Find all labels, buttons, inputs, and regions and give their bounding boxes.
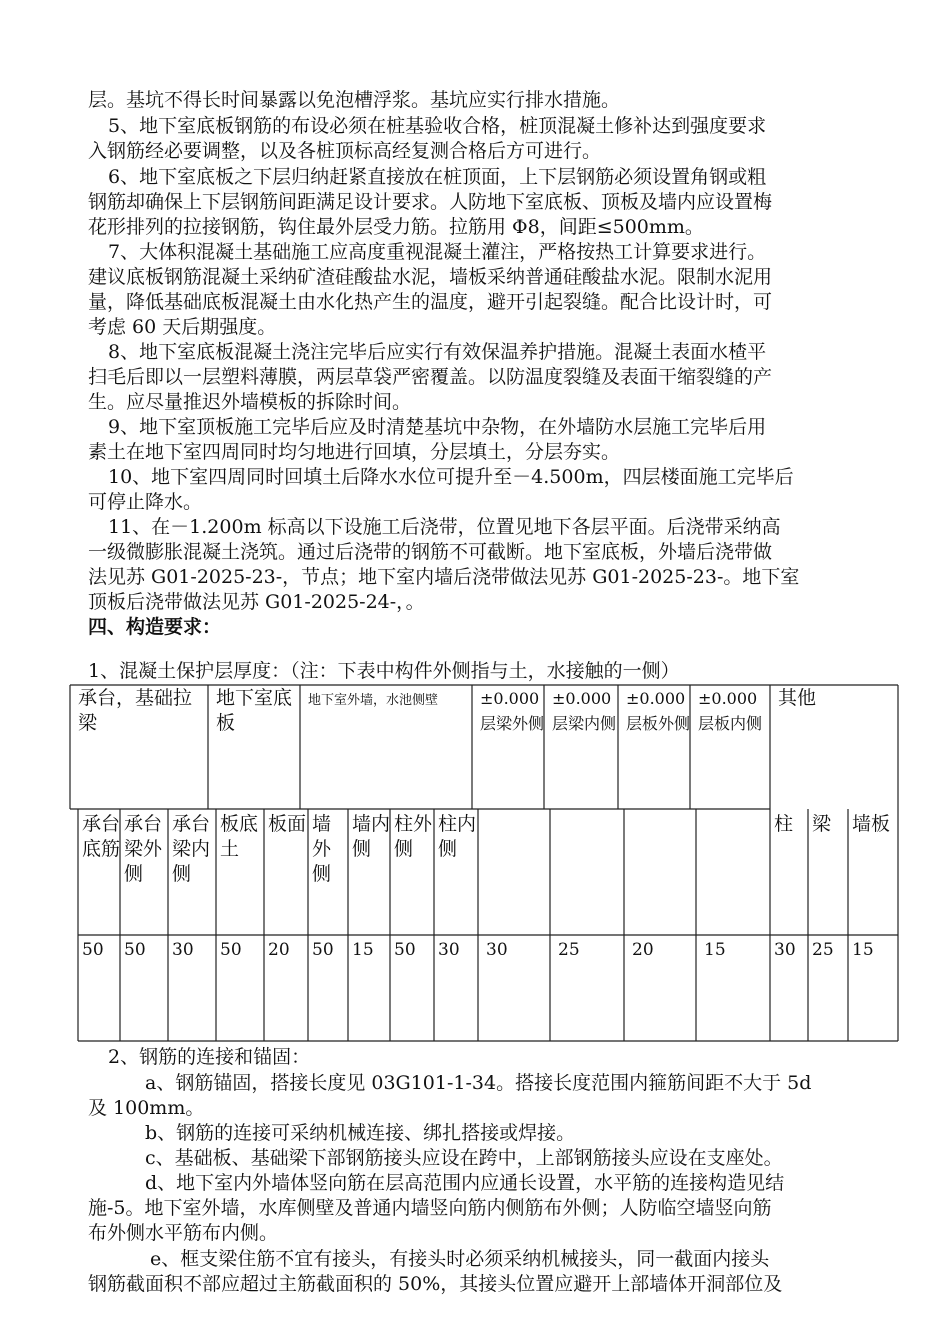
value-cell: 25 [558, 940, 580, 960]
value-cell: 50 [124, 940, 146, 960]
value-cell: 50 [394, 940, 416, 960]
text-line: 钢筋却确保上下层钢筋间距满足设计要求。人防地下室底板、顶板及墙内应设置梅 [88, 191, 773, 213]
text-line: 考虑 60 天后期强度。 [88, 316, 277, 338]
text-line: 9、地下室顶板施工完毕后应及时清楚基坑中杂物，在外墙防水层施工完毕后用 [108, 416, 767, 438]
subheader-cell: 柱 [774, 813, 794, 835]
subheader-cell: 柱外侧 [394, 813, 433, 860]
value-cell: 30 [486, 940, 508, 960]
value-cell: 20 [268, 940, 290, 960]
header-cell: ±0.000层板外侧 [626, 689, 691, 733]
header-cell: 承台，基础拉梁 [78, 687, 193, 734]
text-line: 建议底板钢筋混凝土采纳矿渣硅酸盐水泥，墙板采纳普通硅酸盐水泥。限制水泥用 [88, 266, 773, 288]
text-line: 2、钢筋的连接和锚固： [108, 1046, 311, 1068]
subheader-cell: 承台底筋 [82, 813, 121, 860]
header-cell: 地下室底板 [216, 687, 293, 734]
text-line: 层。基坑不得长时间暴露以免泡槽浮浆。基坑应实行排水措施。 [88, 89, 621, 111]
text-line: 顶板后浇带做法见苏 G01-2025-24-，。 [88, 591, 425, 613]
value-cell: 30 [774, 940, 796, 960]
text-line: 7、大体积混凝土基础施工应高度重视混凝土灌注，严格按热工计算要求进行。 [108, 241, 767, 263]
text-line: 8、地下室底板混凝土浇注完毕后应实行有效保温养护措施。混凝土表面水楂平 [108, 341, 767, 363]
table-caption: 1、混凝土保护层厚度：（注：下表中构件外侧指与土，水接触的一侧） [88, 660, 680, 682]
text-line: b、钢筋的连接可采纳机械连接、绑扎搭接或焊接。 [145, 1122, 576, 1144]
text-line: 布外侧水平筋布内侧。 [88, 1222, 279, 1244]
text-line: 11、在－1.200m 标高以下设施工后浇带，位置见地下各层平面。后浇带采纳高 [108, 516, 781, 538]
value-cell: 15 [852, 940, 874, 960]
text-line: d、地下室内外墙体竖向筋在层高范围内应通长设置，水平筋的连接构造见结 [145, 1172, 785, 1194]
subheader-cell: 梁 [812, 813, 832, 835]
header-cell: 地下室外墙，水池侧壁 [308, 693, 439, 708]
subheader-cell: 板底土 [220, 813, 259, 860]
text-line: 5、地下室底板钢筋的布设必须在桩基验收合格，桩顶混凝土修补达到强度要求 [108, 115, 767, 137]
header-cell: ±0.000层板内侧 [698, 689, 763, 733]
text-line: 钢筋截面积不部应超过主筋截面积的 50%，其接头位置应避开上部墙体开洞部位及 [88, 1273, 783, 1295]
text-line: 10、地下室四周同时回填土后降水水位可提升至－4.500m，四层楼面施工完毕后 [108, 466, 794, 488]
value-cell: 50 [312, 940, 334, 960]
subheader-cell: 承台梁外侧 [124, 813, 163, 885]
text-line: 扫毛后即以一层塑料薄膜，两层草袋严密覆盖。以防温度裂缝及表面干缩裂缝的产 [88, 366, 773, 388]
header-cell: 其他 [778, 687, 817, 709]
text-line: 入钢筋经必要调整，以及各桩顶标高经复测合格后方可进行。 [88, 140, 602, 162]
value-cell: 15 [704, 940, 726, 960]
text-line: c、基础板、基础梁下部钢筋接头应设在跨中，上部钢筋接头应设在支座处。 [145, 1147, 783, 1169]
subheader-cell: 墙外侧 [312, 813, 332, 885]
text-line: 一级微膨胀混凝土浇筑。通过后浇带的钢筋不可截断。地下室底板，外墙后浇带做 [88, 541, 773, 563]
text-line: 6、地下室底板之下层归纳赶紧直接放在桩顶面，上下层钢筋必须设置角钢或粗 [108, 166, 767, 188]
text-line: 施-5。地下室外墙，水库侧壁及普通内墙竖向筋内侧筋布外侧；人防临空墙竖向筋 [88, 1197, 772, 1219]
text-line: 及 100mm。 [88, 1097, 205, 1119]
subheader-cell: 墙内侧 [352, 813, 391, 860]
header-cell: ±0.000层梁内侧 [552, 689, 617, 733]
value-cell: 50 [82, 940, 104, 960]
subheader-cell: 承台梁内侧 [172, 813, 211, 885]
text-line: 法见苏 G01-2025-23-，节点；地下室内墙后浇带做法见苏 G01-2025-23-。地下室 [88, 566, 800, 588]
header-cell: ±0.000层梁外侧 [480, 689, 545, 733]
section-heading: 四、构造要求： [88, 616, 222, 638]
text-line: 生。应尽量推迟外墙模板的拆除时间。 [88, 391, 412, 413]
text-line: 可停止降水。 [88, 491, 203, 513]
text-line: 素土在地下室四周同时均匀地进行回填，分层填土，分层夯实。 [88, 441, 621, 463]
subheader-cell: 板面 [268, 813, 307, 835]
subheader-cell: 墙板 [852, 813, 891, 835]
text-line: a、钢筋锚固，搭接长度见 03G101-1-34。搭接长度范围内箍筋间距不大于 5d [145, 1072, 812, 1094]
value-cell: 30 [438, 940, 460, 960]
text-line: 花形排列的拉接钢筋，钩住最外层受力筋。拉筋用 Φ8，间距≤500mm。 [88, 216, 704, 238]
value-cell: 50 [220, 940, 242, 960]
value-cell: 20 [632, 940, 654, 960]
value-cell: 25 [812, 940, 834, 960]
subheader-cell: 柱内侧 [438, 813, 477, 860]
value-cell: 30 [172, 940, 194, 960]
text-line: e、框支梁住筋不宜有接头，有接头时必须采纳机械接头，同一截面内接头 [150, 1248, 770, 1270]
value-cell: 15 [352, 940, 374, 960]
text-line: 量，降低基础底板混凝土由水化热产生的温度，避开引起裂缝。配合比设计时，可 [88, 291, 773, 313]
